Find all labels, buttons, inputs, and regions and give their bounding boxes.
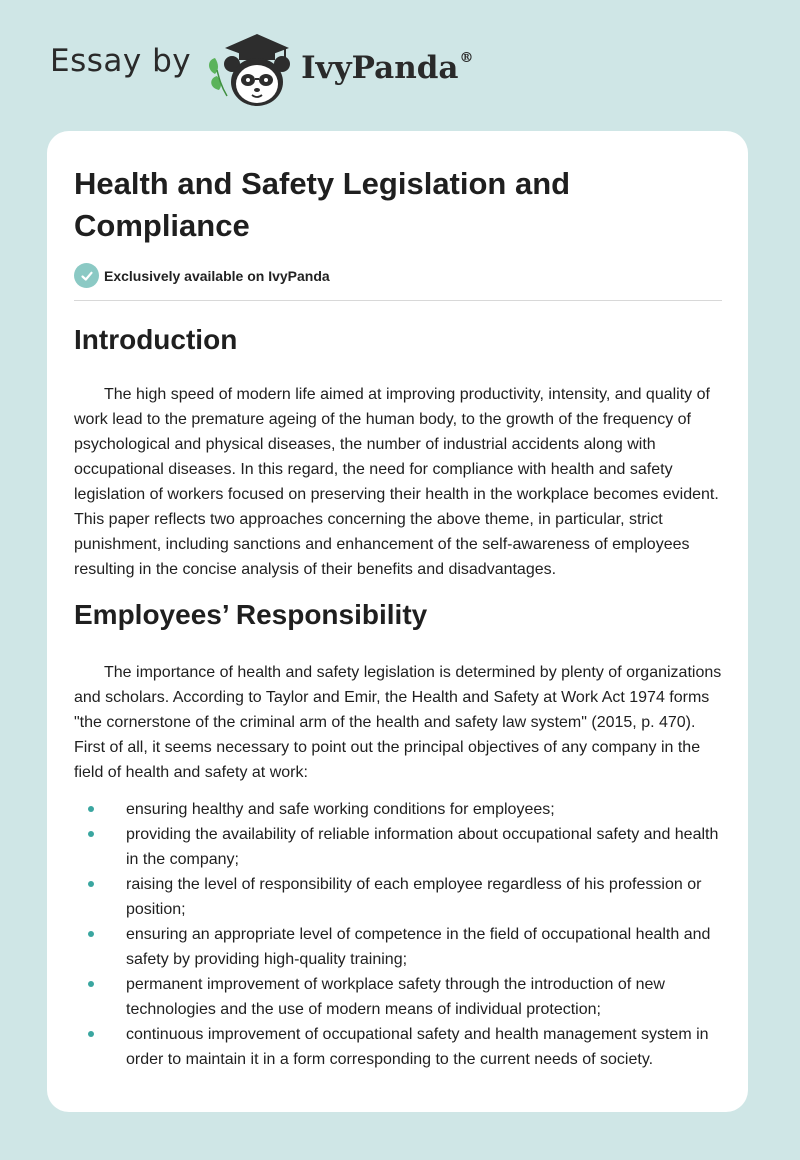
responsibility-paragraph: The importance of health and safety legislation is determined by plenty of organizations and scholars. According to Taylor and Emir, the Health and Safety at Work Act 1974 forms "the cornerstone of the criminal arm of the health and safety law system" (2015, p. 470). First of all, it seems necessary to point out the principal objectives of any company in the field of health and safety at work:	[74, 664, 722, 781]
check-icon	[74, 263, 99, 288]
bullet-icon	[88, 831, 94, 837]
bullet-icon	[88, 806, 94, 812]
list-item: raising the level of responsibility of each employee regardless of his profession or position;	[74, 872, 722, 922]
panda-graduate-logo-icon	[205, 30, 297, 110]
list-item: ensuring healthy and safe working conditions for employees;	[74, 797, 722, 822]
article-title: Health and Safety Legislation and Compliance	[74, 166, 571, 243]
brand-name: IvyPanda®	[301, 50, 474, 86]
exclusive-badge	[74, 263, 722, 288]
list-item: providing the availability of reliable information about occupational safety and health in the company;	[74, 822, 722, 872]
brand-prefix: Essay by	[50, 43, 192, 79]
list-item: permanent improvement of workplace safety through the introduction of new technologies and the use of modern means of individual protection;	[74, 972, 722, 1022]
section-heading-responsibility: Employees’ Responsibility	[74, 599, 428, 630]
introduction-paragraph: The high speed of modern life aimed at improving productivity, intensity, and quality of work lead to the premature ageing of the human body, to the growth of the frequency of psychological and physical diseases, the number of industrial accidents along with occupational diseases. In this regard, the need for compliance with health and safety legislation of workers focused on preserving their health in the workplace becomes evident. This paper reflects two approaches concerning the above theme, in particular, strict punishment, including sanctions and enhancement of the self-awareness of employees resulting in the concise analysis of their benefits and disadvantages.	[74, 386, 719, 578]
bullet-icon	[88, 1031, 94, 1037]
exclusive-label: Exclusively available on IvyPanda	[104, 267, 330, 284]
bullet-icon	[88, 931, 94, 937]
list-item: continuous improvement of occupational safety and health management system in order to maintain it in a form corresponding to the current needs of society.	[74, 1022, 722, 1072]
bullet-icon	[88, 981, 94, 987]
divider	[74, 300, 722, 301]
objectives-list	[74, 797, 722, 1072]
bullet-icon	[88, 881, 94, 887]
list-item: ensuring an appropriate level of competence in the field of occupational health and safety by providing high-quality training;	[74, 922, 722, 972]
brand-header	[50, 30, 474, 110]
article-card	[47, 131, 748, 1112]
section-heading-introduction: Introduction	[74, 324, 238, 355]
